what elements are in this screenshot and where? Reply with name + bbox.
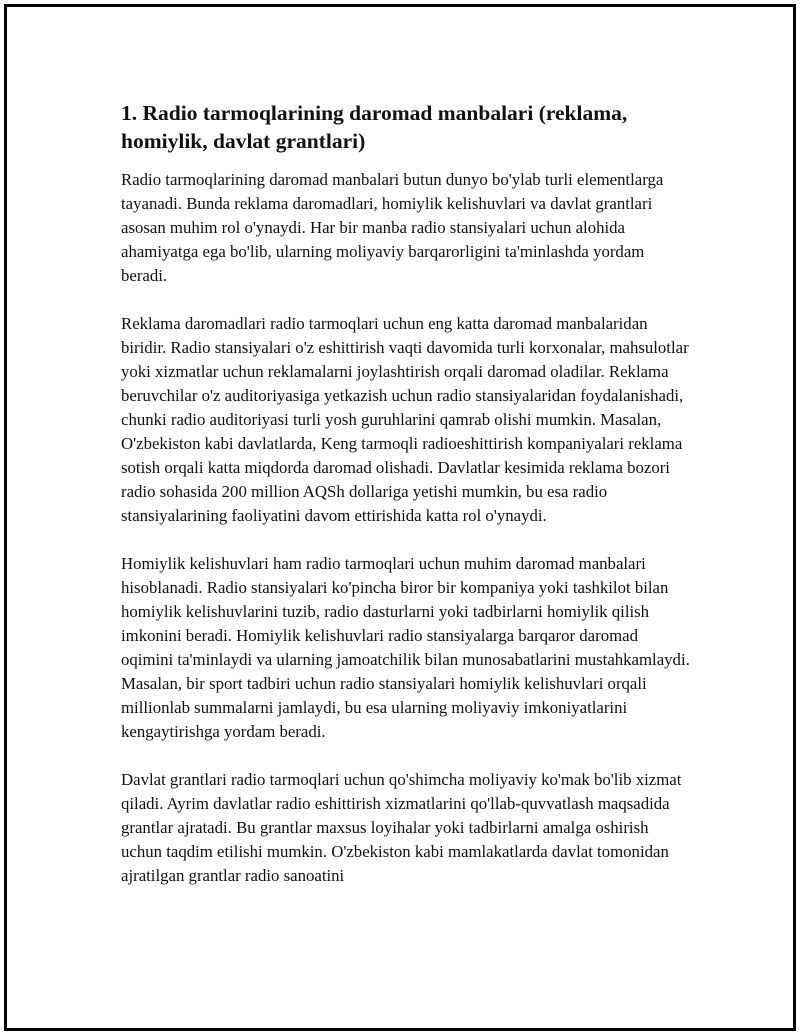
- section-heading: 1. Radio tarmoqlarining daromad manbalari (reklama, homiylik, davlat grantlari): [121, 101, 628, 153]
- page-frame: [4, 4, 796, 1031]
- paragraph-sponsorship: Homiylik kelishuvlari ham radio tarmoqlari uchun muhim daromad manbalari hisoblanadi. Radio stansiyalari ko'pincha biror bir kompaniya yoki tashkilot bilan homiylik kelishuvlarini tuzib, radio dasturlarni yoki tadbirlarni homiylik qilish imkonini beradi. Homiylik kelishuvlari radio stansiyalarga barqaror daromad oqimini ta'minlaydi va ularning jamoatchilik bilan munosabatlarini mustahkamlaydi. Masalan, bir sport tadbiri uchun radio stansiyalari homiylik kelishuvlari orqali millionlab summalarni jamlaydi, bu esa ularning moliyaviy imkoniyatlarini kengaytirishga yordam beradi.: [121, 554, 690, 741]
- paragraph-advertising: Reklama daromadlari radio tarmoqlari uchun eng katta daromad manbalaridan biridir. Radio stansiyalari o'z eshittirish vaqti davomida turli korxonalar, mahsulotlar yoki xizmatlar uchun reklamalarni joylashtirish orqali daromad oladilar. Reklama beruvchilar o'z auditoriyasiga yetkazish uchun radio stansiyalaridan foydalanishadi, chunki radio auditoriyasi turli yosh guruhlarini qamrab olishi mumkin. Masalan, O'zbekiston kabi davlatlarda, Keng tarmoqli radioeshittirish kompaniyalari reklama sotish orqali katta miqdorda daromad olishadi. Davlatlar kesimida reklama bozori radio sohasida 200 million AQSh dollariga yetishi mumkin, bu esa radio stansiyalarining faoliyatini davom ettirishida katta rol o'ynaydi.: [121, 314, 689, 525]
- document-body: [121, 99, 693, 912]
- paragraph-intro: Radio tarmoqlarining daromad manbalari butun dunyo bo'ylab turli elementlarga tayanadi. Bunda reklama daromadlari, homiylik kelishuvlari va davlat grantlari asosan muhim rol o'ynaydi. Har bir manba radio stansiyalari uchun alohida ahamiyatga ega bo'lib, ularning moliyaviy barqarorligini ta'minlashda yordam beradi.: [121, 170, 664, 285]
- paragraph-grants: Davlat grantlari radio tarmoqlari uchun qo'shimcha moliyaviy ko'mak bo'lib xizmat qiladi. Ayrim davlatlar radio eshittirish xizmatlarini qo'llab-quvvatlash maqsadida grantlar ajratadi. Bu grantlar maxsus loyihalar yoki tadbirlarni amalga oshirish uchun taqdim etilishi mumkin. O'zbekiston kabi mamlakatlarda davlat tomonidan ajratilgan grantlar radio sanoatini: [121, 770, 682, 885]
